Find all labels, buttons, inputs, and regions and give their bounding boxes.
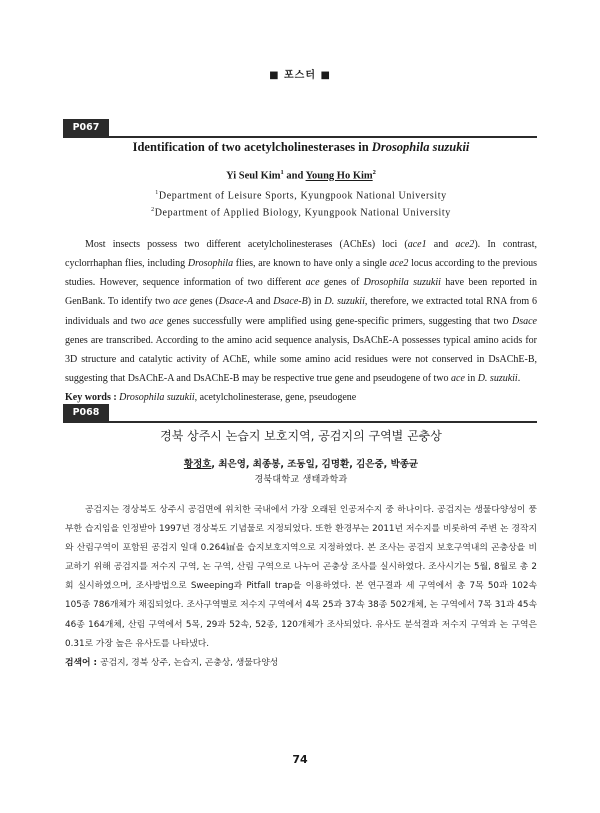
paper-title: 경북 상주시 논습지 보호지역, 공검지의 구역별 곤충상 bbox=[160, 429, 442, 443]
abstract-text: 공검지는 경상북도 상주시 공검면에 위치한 국내에서 가장 오래된 인공저수지 중 하나이다. 공검지는 생물다양성이 풍부한 습지임을 인정받아 1997년 경상북도 기념물로 지정되었다. 또한 환경부는 2011년 저수지를 비롯하여 주변 논 경작지와 산림구역이 포함된 공검지 일대 0.264㎢을 습지보호지역으로 지정하였다. 본 조사는 공검지 보호구역내의 곤충상을 비교하기 위해 공검지를 저수지 구역, 논 구역, 산림 구역으로 나누어 곤충상 조사를 실시하였다. 조사시기는 5월, 8월로 총 2회 실시하였으며, 조사방법으로 Sweeping과 Pitfall trap을 이용하였다. 본 연구결과 세 구역에서 총 7목 50과 102속 105종 786개체가 채집되었다. 조사구역별로 저수지 구역에서 4목 25과 37속 38종 502개체, 논 구역에서 7목 31과 45속 46종 164개체, 산림 구역에서 5목, 29과 52속, 52종, 120개체가 조사되었다. 유사도 분석결과 저수지 구역과 논 구역은 0.31로 가장 높은 유사도를 나타냈다. bbox=[65, 505, 537, 649]
poster-id-badge: P067 bbox=[63, 119, 109, 136]
section-divider bbox=[63, 421, 537, 423]
author-list: 황정호, 최은영, 최종봉, 조동일, 김명환, 김은중, 박종균 bbox=[183, 459, 419, 470]
section-header: ■ 포스터 ■ bbox=[269, 70, 331, 81]
poster-id-badge: P068 bbox=[63, 404, 109, 421]
section-divider bbox=[63, 136, 537, 138]
abstract-text: Most insects possess two different acetylcholinesterases (AChEs) loci (ace1 and ace2). In contrast, cyclorrhaphan flies, including Drosophila flies, are known to have only a single ace2 locus according to the previous studies. However, sequence information of two different ace genes of Drosophila suzukii have been reported in GenBank. To identify two ace genes (Dsace-A and Dsace-B) in D. suzukii, therefore, we extracted total RNA from 6 individuals and two ace genes successfully were amplified using gene-specific primers, suggesting that two Dsace genes are transcribed. According to the amino acid sequence analysis, DsAChE-A possesses typical amino acids for 3D structure and catalytic activity of AChE, while some amino acid residues were not conserved in DsAChE-B, suggesting that DsAChE-A and DsAChE-B may be respective true gene and pseudogene of two ace in D. suzukii. bbox=[65, 239, 538, 384]
affiliations: 경북대학교 생태과학과 bbox=[254, 475, 348, 485]
poster-abstract-p068 bbox=[65, 427, 537, 673]
page-number: 74 bbox=[292, 753, 308, 766]
keywords: Key words : Drosophila suzukii, acetylcholinesterase, gene, pseudogene bbox=[65, 391, 357, 403]
paper-title: Identification of two acetylcholinesterases in Drosophila suzukii bbox=[132, 140, 470, 154]
author-list: Yi Seul Kim$^1$ and Young Ho Kim$^2$ bbox=[226, 169, 376, 182]
keywords: 검색어 : 공검지, 경북 상주, 논습지, 곤충상, 생물다양성 bbox=[65, 657, 279, 668]
poster-abstract-p067 bbox=[65, 140, 537, 407]
affiliations: $^1$Department of Leisure Sports, Kyungpook National University $^2$Department of Applied Biology, Kyungpook National University bbox=[151, 189, 451, 219]
